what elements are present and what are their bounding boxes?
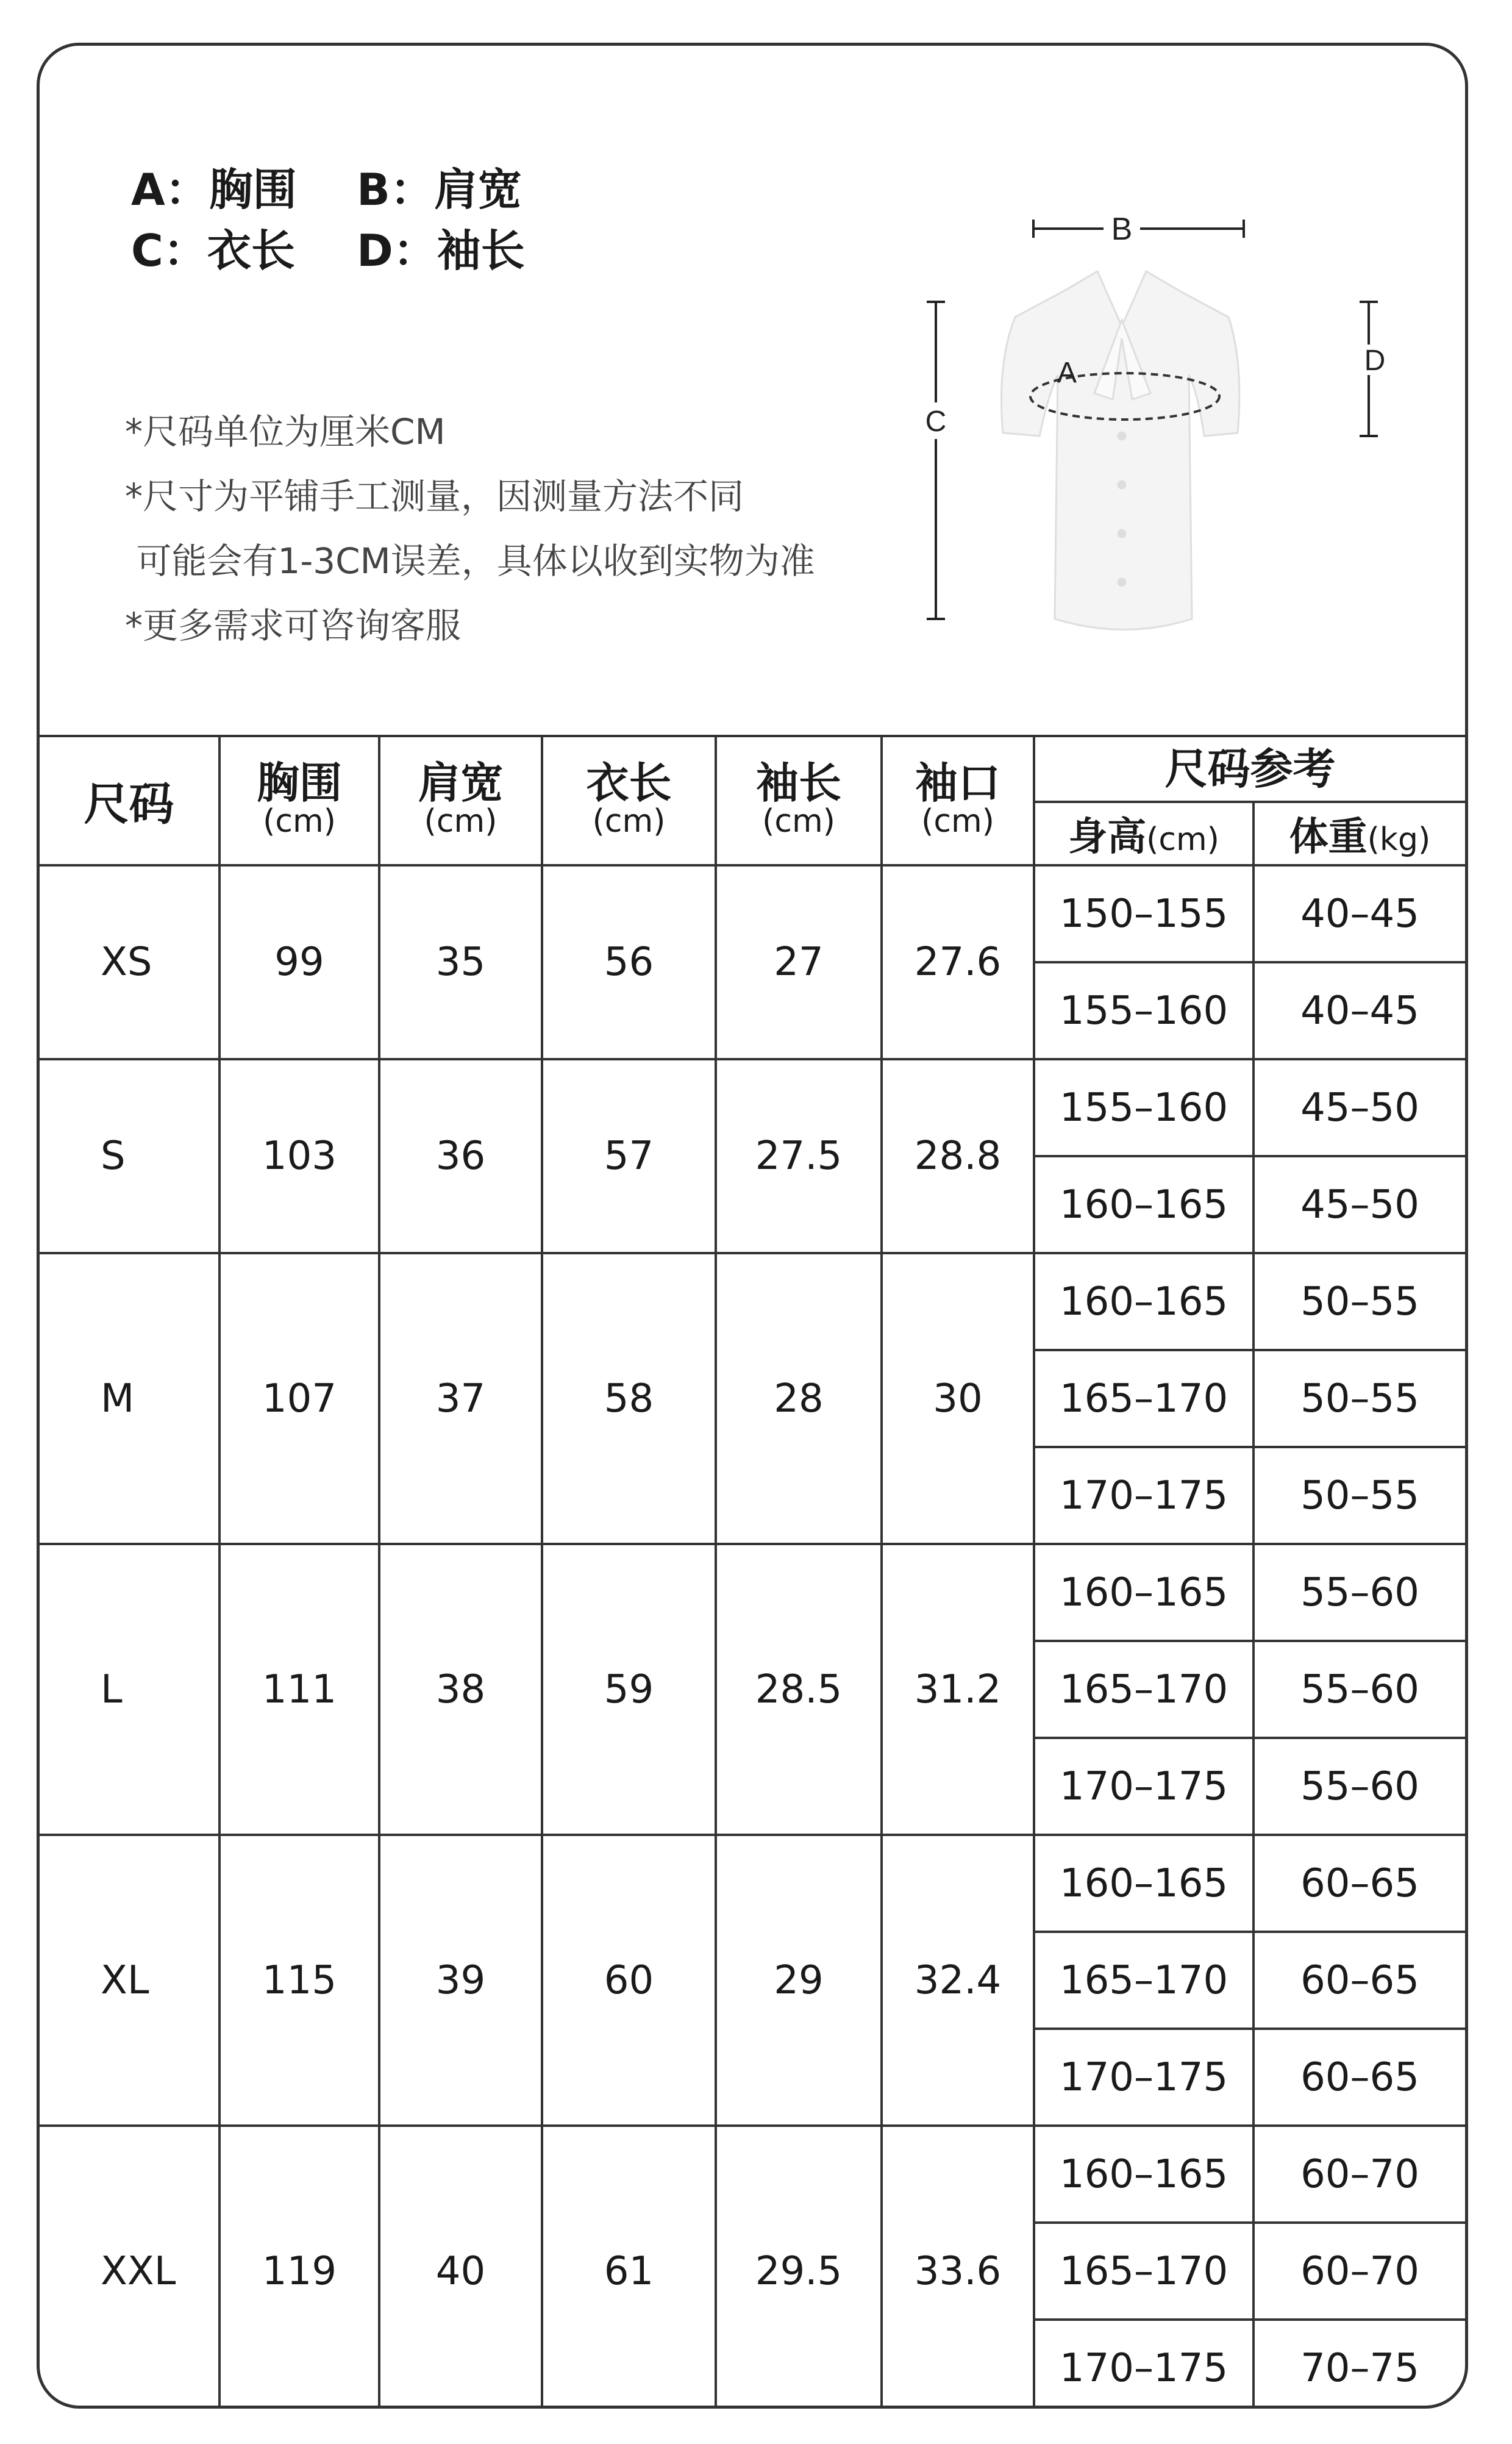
header-sleeve <box>716 736 882 865</box>
header-chest-label: 胸围 <box>257 758 342 809</box>
cell-size: S <box>40 1059 219 1253</box>
cell-sleeve: 28 <box>716 1253 882 1544</box>
cell-size: XS <box>40 865 219 1059</box>
cell-length: 60 <box>542 1835 716 2126</box>
cell-length: 57 <box>542 1059 716 1253</box>
cell-shoulder: 38 <box>379 1544 542 1835</box>
cell-weight: 55–60 <box>1253 1544 1465 1641</box>
cell-chest: 99 <box>219 865 379 1059</box>
header-cuff-unit: (cm) <box>921 803 994 840</box>
cell-size: M <box>40 1253 219 1544</box>
cell-height: 155–160 <box>1034 962 1253 1059</box>
header-sleeve-label: 袖长 <box>756 758 841 809</box>
cell-height: 170–175 <box>1034 2320 1253 2409</box>
header-weight <box>1253 802 1465 865</box>
header-size: 尺码 <box>40 736 219 865</box>
cell-sleeve: 29 <box>716 1835 882 2126</box>
label-c: C <box>925 406 947 438</box>
cell-height: 170–175 <box>1034 1447 1253 1544</box>
cell-cuff: 28.8 <box>882 1059 1034 1253</box>
cell-length: 58 <box>542 1253 716 1544</box>
shirt-measure-illustration <box>911 192 1411 680</box>
header-chest-unit: (cm) <box>263 803 336 840</box>
cell-height: 150–155 <box>1034 865 1253 962</box>
cell-weight: 60–65 <box>1253 1932 1465 2029</box>
cell-sleeve: 27 <box>716 865 882 1059</box>
cell-length: 59 <box>542 1544 716 1835</box>
cell-height: 160–165 <box>1034 1835 1253 1932</box>
table-row <box>40 865 1465 962</box>
cell-shoulder: 39 <box>379 1835 542 2126</box>
cell-weight: 55–60 <box>1253 1738 1465 1835</box>
note-line: 可能会有1-3CM误差，具体以收到实物为准 <box>125 540 815 582</box>
legend-d: D：袖长 <box>357 225 525 276</box>
cell-size: XL <box>40 1835 219 2126</box>
header-length-unit: (cm) <box>592 803 666 840</box>
cell-height: 160–165 <box>1034 1156 1253 1253</box>
header-length <box>542 736 716 865</box>
cell-weight: 50–55 <box>1253 1447 1465 1544</box>
size-table-body <box>40 865 1465 2409</box>
legend-c: C：衣长 <box>131 225 295 276</box>
cell-length: 56 <box>542 865 716 1059</box>
cell-height: 170–175 <box>1034 2029 1253 2126</box>
cell-weight: 40–45 <box>1253 865 1465 962</box>
cell-sleeve: 27.5 <box>716 1059 882 1253</box>
cell-height: 160–165 <box>1034 1544 1253 1641</box>
header-sleeve-unit: (cm) <box>762 803 835 840</box>
header-height <box>1034 802 1253 865</box>
cell-chest: 119 <box>219 2126 379 2409</box>
cell-weight: 55–60 <box>1253 1641 1465 1738</box>
shirt-diagram <box>911 192 1411 680</box>
cell-height: 165–170 <box>1034 2223 1253 2320</box>
note-line: *尺码单位为厘米CM <box>125 411 446 452</box>
cell-weight: 60–65 <box>1253 1835 1465 1932</box>
table-row <box>40 2126 1465 2223</box>
shirt-icon <box>1002 271 1239 630</box>
cell-cuff: 31.2 <box>882 1544 1034 1835</box>
header-weight-unit: (kg) <box>1367 821 1431 858</box>
cell-height: 170–175 <box>1034 1738 1253 1835</box>
header-height-unit: (cm) <box>1146 821 1219 858</box>
table-row <box>40 1544 1465 1641</box>
legend-b: B：肩宽 <box>357 164 522 215</box>
note-line: *尺寸为平铺手工测量，因测量方法不同 <box>125 476 744 517</box>
cell-chest: 111 <box>219 1544 379 1835</box>
cell-weight: 40–45 <box>1253 962 1465 1059</box>
cell-sleeve: 28.5 <box>716 1544 882 1835</box>
size-table-wrapper <box>40 735 1465 2409</box>
cell-cuff: 27.6 <box>882 865 1034 1059</box>
cell-chest: 115 <box>219 1835 379 2126</box>
label-b: B <box>1111 212 1133 247</box>
cell-weight: 50–55 <box>1253 1350 1465 1447</box>
cell-weight: 45–50 <box>1253 1156 1465 1253</box>
cell-weight: 60–65 <box>1253 2029 1465 2126</box>
size-chart-card <box>37 43 1468 2409</box>
header-shoulder-label: 肩宽 <box>418 758 504 809</box>
header-length-label: 衣长 <box>586 758 672 809</box>
cell-height: 165–170 <box>1034 1641 1253 1738</box>
cell-chest: 103 <box>219 1059 379 1253</box>
header-chest <box>219 736 379 865</box>
cell-cuff: 33.6 <box>882 2126 1034 2409</box>
header-cuff-label: 袖口 <box>915 758 1000 809</box>
cell-chest: 107 <box>219 1253 379 1544</box>
header-height-label: 身高 <box>1068 815 1147 860</box>
size-table <box>40 735 1465 2409</box>
cell-size: L <box>40 1544 219 1835</box>
header-shoulder-unit: (cm) <box>424 803 497 840</box>
cell-size: XXL <box>40 2126 219 2409</box>
header-cuff <box>882 736 1034 865</box>
note-line: *更多需求可咨询客服 <box>125 605 462 646</box>
label-a: A <box>1057 357 1077 389</box>
header-size-reference: 尺码参考 <box>1034 736 1465 802</box>
cell-height: 155–160 <box>1034 1059 1253 1156</box>
legend-a: A：胸围 <box>131 164 297 215</box>
table-row <box>40 1059 1465 1156</box>
cell-length: 61 <box>542 2126 716 2409</box>
cell-cuff: 30 <box>882 1253 1034 1544</box>
cell-shoulder: 35 <box>379 865 542 1059</box>
cell-shoulder: 40 <box>379 2126 542 2409</box>
cell-height: 160–165 <box>1034 1253 1253 1350</box>
cell-shoulder: 37 <box>379 1253 542 1544</box>
cell-weight: 60–70 <box>1253 2126 1465 2223</box>
cell-weight: 45–50 <box>1253 1059 1465 1156</box>
cell-weight: 70–75 <box>1253 2320 1465 2409</box>
cell-sleeve: 29.5 <box>716 2126 882 2409</box>
measurement-legend <box>131 159 582 281</box>
table-row <box>40 1835 1465 1932</box>
size-notes <box>125 399 815 658</box>
header-weight-label: 体重 <box>1289 815 1368 860</box>
cell-height: 165–170 <box>1034 1932 1253 2029</box>
cell-height: 165–170 <box>1034 1350 1253 1447</box>
cell-weight: 60–70 <box>1253 2223 1465 2320</box>
label-d: D <box>1364 345 1386 377</box>
cell-shoulder: 36 <box>379 1059 542 1253</box>
cell-weight: 50–55 <box>1253 1253 1465 1350</box>
cell-cuff: 32.4 <box>882 1835 1034 2126</box>
header-shoulder <box>379 736 542 865</box>
cell-height: 160–165 <box>1034 2126 1253 2223</box>
table-row <box>40 1253 1465 1350</box>
